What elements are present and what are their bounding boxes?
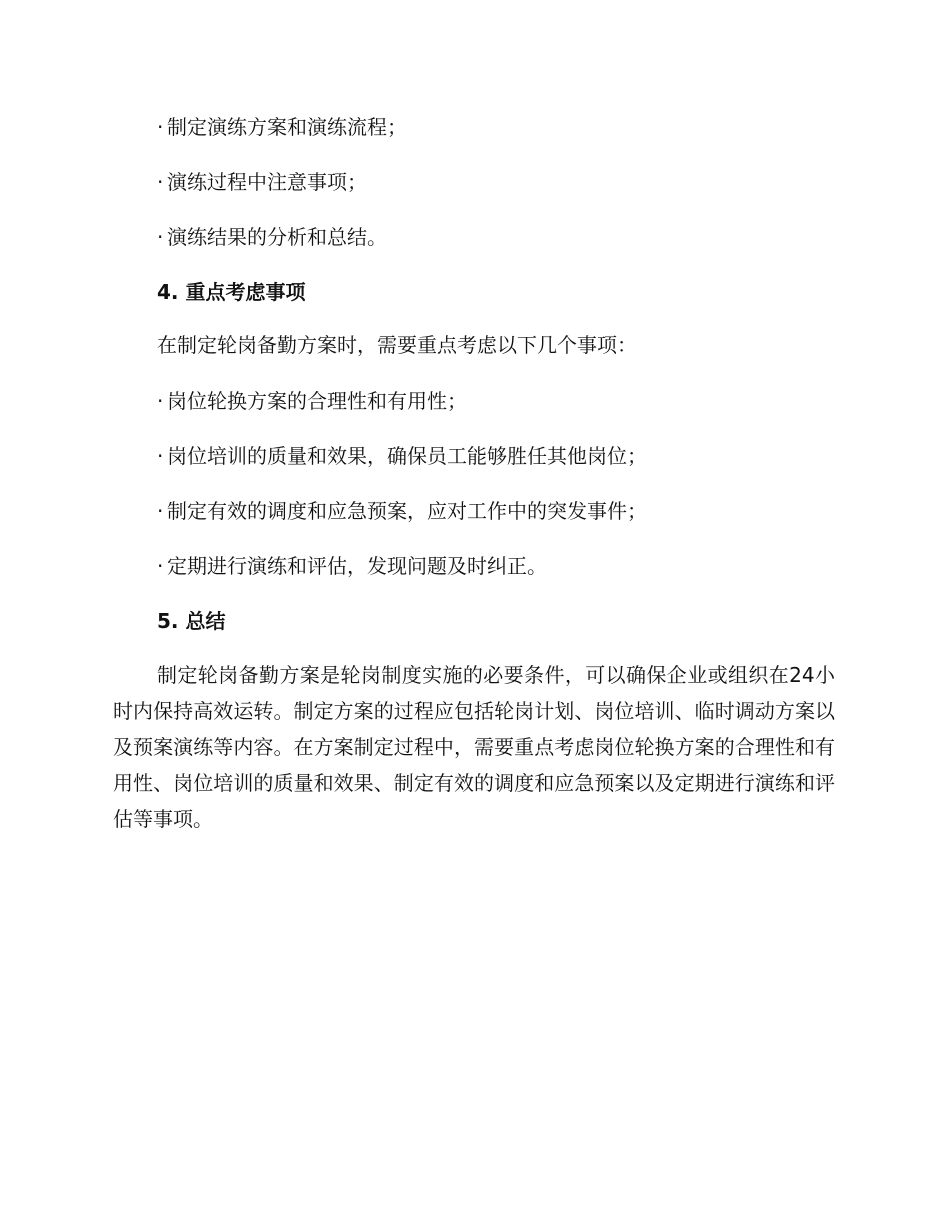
section-4-heading: 4. 重点考虑事项 — [157, 280, 306, 304]
list-item — [113, 165, 835, 220]
list-item — [113, 220, 835, 275]
bullet-marker: · — [157, 389, 164, 413]
list-item-text: 制定有效的调度和应急预案，应对工作中的突发事件； — [167, 499, 647, 523]
bullet-marker: · — [157, 554, 164, 578]
section-4-intro: 在制定轮岗备勤方案时，需要重点考虑以下几个事项： — [157, 333, 637, 357]
list-item-text: 岗位培训的质量和效果，确保员工能够胜任其他岗位； — [167, 444, 647, 468]
document-content — [113, 110, 835, 837]
list-item — [113, 439, 835, 494]
list-item — [113, 110, 835, 165]
bullet-marker: · — [157, 115, 164, 139]
list-item-text: 定期进行演练和评估，发现问题及时纠正。 — [167, 554, 547, 578]
bullet-marker: · — [157, 499, 164, 523]
section-3-bullet-list — [113, 110, 835, 275]
section-5-heading: 5. 总结 — [157, 609, 226, 633]
list-item-text: 演练结果的分析和总结。 — [167, 225, 387, 249]
list-item — [113, 384, 835, 439]
bullet-marker: · — [157, 444, 164, 468]
list-item — [113, 494, 835, 549]
bullet-marker: · — [157, 170, 164, 194]
summary-paragraph: 制定轮岗备勤方案是轮岗制度实施的必要条件，可以确保企业或组织在24小时内保持高效运转。制定方案的过程应包括轮岗计划、岗位培训、临时调动方案以及预案演练等内容。在方案制定过程中，需要重点考虑岗位轮换方案的合理性和有用性、岗位培训的质量和效果、制定有效的调度和应急预案以及定期进行演练和评估等事项。 — [113, 663, 835, 831]
section-4-bullet-list — [113, 384, 835, 604]
bullet-marker: · — [157, 225, 164, 249]
list-item-text: 演练过程中注意事项； — [167, 170, 367, 194]
list-item-text: 岗位轮换方案的合理性和有用性； — [167, 389, 467, 413]
list-item-text: 制定演练方案和演练流程； — [167, 115, 407, 139]
list-item — [113, 549, 835, 604]
